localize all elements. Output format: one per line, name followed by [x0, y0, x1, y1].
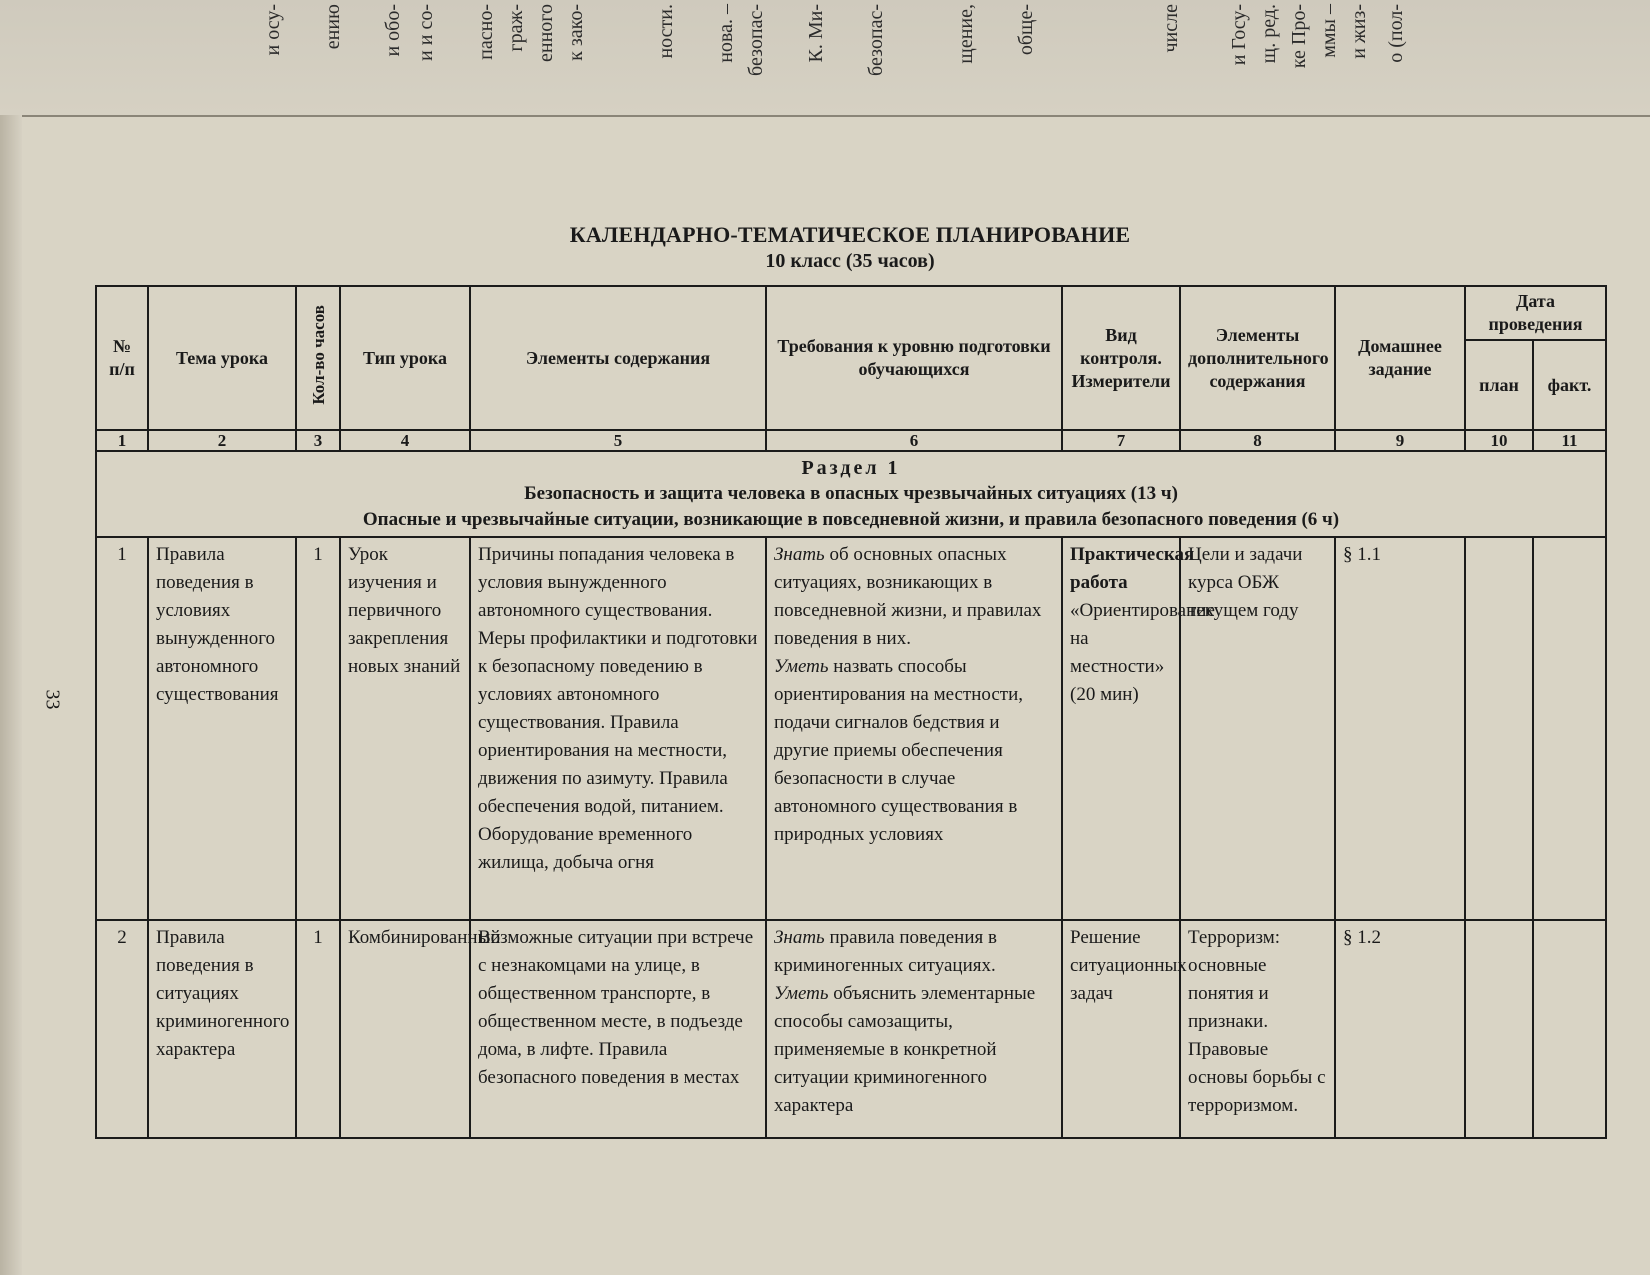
page-number: 33	[41, 689, 64, 710]
header-type: Тип урока	[340, 286, 470, 430]
header-hours	[296, 286, 340, 430]
neighbor-fragment: ности.	[655, 4, 677, 59]
req-know-label: Знать	[774, 927, 825, 948]
req-can-label: Уметь	[774, 983, 829, 1004]
row-homework: § 1.1	[1335, 537, 1465, 920]
neighbor-fragment: пасно-	[475, 4, 497, 60]
column-number: 7	[1062, 430, 1180, 451]
row-content: Возможные ситуации при встрече с незнакомцами на улице, в общественном транспорте, в общественном месте, в подъезде дома, в лифте. Правила безопасного поведения в местах	[470, 920, 766, 1138]
table-row	[96, 920, 1606, 1138]
req-can-text: назвать способы ориентирования на местности, подачи сигналов бедствия и другие приемы обеспечения безопасности в случае автономного существования в природных условиях	[774, 656, 1024, 845]
section-line-2: Опасные и чрезвычайные ситуации, возникающие в повседневной жизни, и правила безопасного поведения (6 ч)	[362, 509, 1340, 530]
row-fact	[1533, 537, 1606, 920]
header-row	[96, 286, 1606, 340]
row-homework: § 1.2	[1335, 920, 1465, 1138]
header-requirements: Требования к уровню подготовки обучающихся	[766, 286, 1062, 430]
column-number: 11	[1533, 430, 1606, 451]
column-number: 3	[296, 430, 340, 451]
row-topic: Правила поведения в условиях вынужденного автономного существования	[148, 537, 296, 920]
neighbor-fragment: енного	[535, 4, 557, 62]
row-extra: Терроризм: основные понятия и признаки. Правовые основы борьбы с терроризмом.	[1180, 920, 1335, 1138]
neighbor-fragment: щ. ред.	[1258, 4, 1280, 64]
neighbor-fragment: и осу-	[262, 4, 284, 56]
control-bold: Практическая работа	[1070, 544, 1195, 593]
column-number: 4	[340, 430, 470, 451]
row-requirements	[766, 920, 1062, 1138]
neighbor-fragment: ммы –	[1318, 4, 1340, 58]
column-number: 1	[96, 430, 148, 451]
neighbor-fragment: безопас-	[745, 4, 767, 76]
control-text: «Ориентирование на местности» (20 мин)	[1070, 600, 1215, 705]
section-title: Раздел 1	[801, 457, 901, 479]
row-control	[1062, 537, 1215, 920]
row-requirements	[766, 537, 1062, 920]
neighbor-fragment: граж-	[505, 4, 527, 52]
neighbor-fragment: и Госу-	[1228, 4, 1250, 66]
req-know-text: об основных опасных ситуациях, возникающих в повседневной жизни, и правилах поведения в них.	[774, 544, 1042, 649]
req-can-text: объяснить элементарные способы самозащиты, применяемые в конкретной ситуации криминогенного характера	[774, 983, 1036, 1116]
row-extra: Цели и задачи курса ОБЖ текущем году	[1180, 537, 1335, 920]
row-num: 2	[96, 920, 148, 1138]
planning-table	[95, 285, 1607, 1139]
header-date: Дата проведения	[1465, 286, 1606, 340]
neighbor-fragment: ке Про-	[1288, 4, 1310, 69]
page-title-block	[95, 222, 1605, 273]
column-number: 2	[148, 430, 296, 451]
header-hours-label: Кол-во часов	[308, 305, 328, 405]
row-plan	[1465, 920, 1533, 1138]
neighbor-fragment: числе	[1160, 4, 1182, 53]
row-topic: Правила поведения в ситуациях криминогенного характера	[148, 920, 296, 1138]
section-line-1: Безопасность и защита человека в опасных чрезвычайных ситуациях (13 ч)	[524, 483, 1178, 504]
header-content: Элементы содержания	[470, 286, 766, 430]
table-row	[96, 537, 1606, 920]
neighbor-page-strip	[0, 0, 1650, 117]
header-extra: Элементы дополнительного содержания	[1180, 286, 1335, 430]
section-row	[96, 451, 1606, 537]
column-number: 5	[470, 430, 766, 451]
neighbor-fragment: и обо-	[382, 4, 404, 57]
column-number: 10	[1465, 430, 1533, 451]
column-number: 9	[1335, 430, 1465, 451]
row-fact	[1533, 920, 1606, 1138]
column-number-row	[96, 430, 1606, 451]
row-num: 1	[96, 537, 148, 920]
header-homework: Домашнее задание	[1335, 286, 1465, 430]
req-know-label: Знать	[774, 544, 825, 565]
page-subtitle: 10 класс (35 часов)	[765, 250, 935, 272]
neighbor-fragment: обще-	[1015, 4, 1037, 56]
neighbor-fragment: щение,	[955, 4, 977, 64]
row-plan	[1465, 537, 1533, 920]
column-number: 8	[1180, 430, 1335, 451]
row-type: Комбинированный	[340, 920, 470, 1138]
page-binding-shadow	[0, 115, 22, 1275]
row-hours: 1	[296, 920, 340, 1138]
row-content: Причины попадания человека в условия вынужденного автономного существования. Меры профилактики и подготовки к безопасному поведению в условиях автономного существования. Правила ориентирования на местности, движения по азимуту. Правила обеспечения водой, питанием. Оборудование временного жилища, добыча огня	[470, 537, 766, 920]
req-can-label: Уметь	[774, 656, 829, 677]
neighbor-fragment: о (пол-	[1385, 4, 1407, 63]
header-num: № п/п	[96, 286, 148, 430]
neighbor-fragment: и жиз-	[1348, 4, 1370, 59]
section-header	[96, 451, 1606, 537]
neighbor-fragment: К. Ми-	[805, 4, 827, 63]
neighbor-fragment: нова. –	[715, 4, 737, 63]
row-type: Урок изучения и первичного закрепления новых знаний	[340, 537, 470, 920]
page-title: КАЛЕНДАРНО-ТЕМАТИЧЕСКОЕ ПЛАНИРОВАНИЕ	[569, 222, 1131, 247]
control-text: Решение ситуационных задач	[1070, 927, 1187, 1004]
header-control: Вид контроля. Измерители	[1062, 286, 1180, 430]
neighbor-fragment: безопас-	[865, 4, 887, 76]
neighbor-fragment: ению	[322, 4, 344, 50]
neighbor-fragment: и и со-	[415, 4, 437, 61]
header-fact: факт.	[1533, 340, 1606, 430]
header-plan: план	[1465, 340, 1533, 430]
row-hours: 1	[296, 537, 340, 920]
header-topic: Тема урока	[148, 286, 296, 430]
column-number: 6	[766, 430, 1062, 451]
req-know-text: правила поведения в криминогенных ситуациях.	[774, 927, 997, 976]
row-control	[1062, 920, 1187, 1138]
neighbor-fragment: к зако-	[565, 4, 587, 61]
